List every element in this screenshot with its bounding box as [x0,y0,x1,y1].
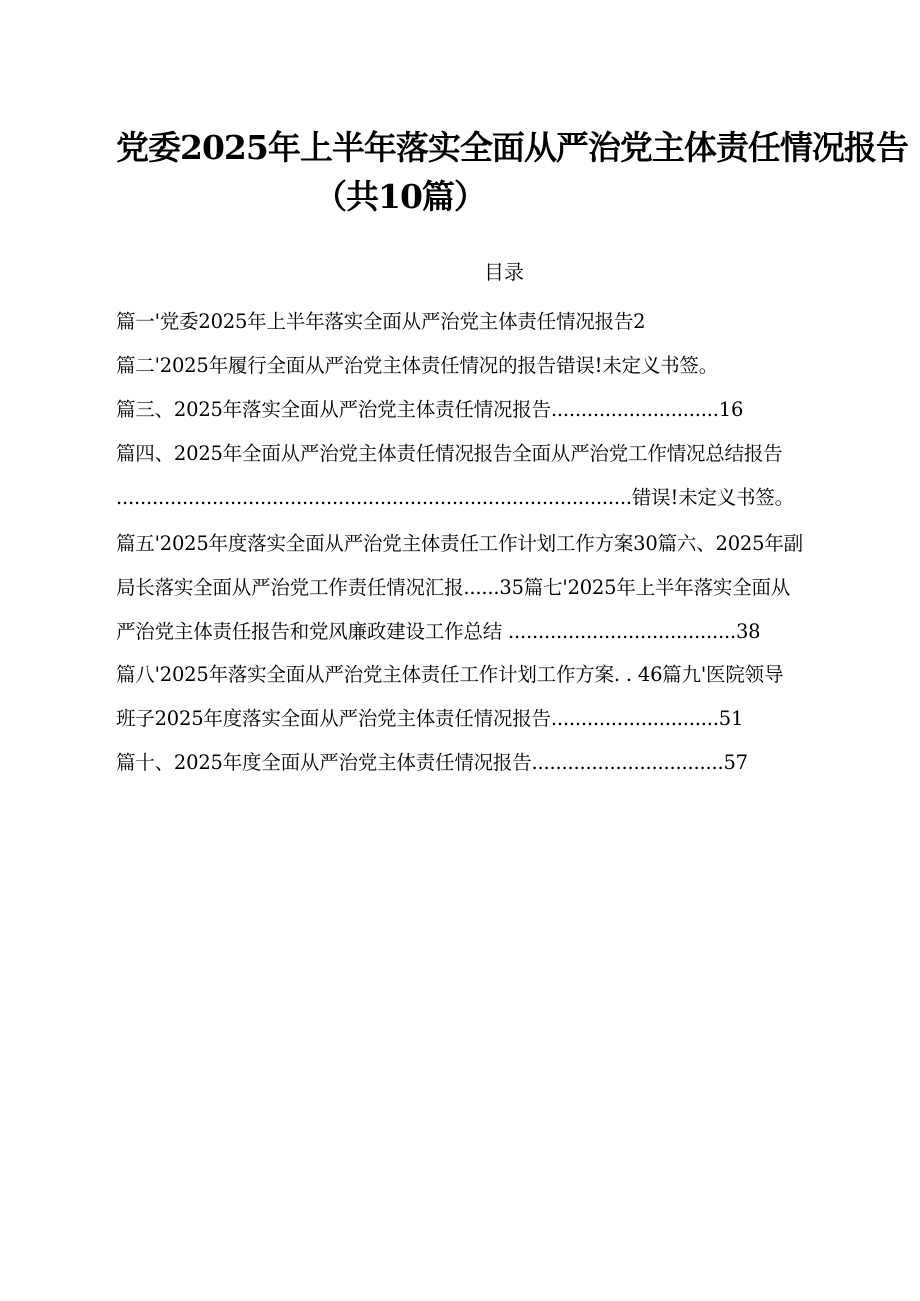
document-title-count: （共10篇） [314,177,486,216]
document-title: 党委2025年上半年落实全面从严治党主体责任情况报告 [116,128,908,167]
toc-line: 篇二'2025年履行全面从严治党主体责任情况的报告错误!未定义书签。 [116,354,719,377]
toc-line: 篇四、2025年全面从严治党主体责任情况报告全面从严治党工作情况总结报告 [116,442,783,465]
toc-heading: 目录 [484,260,524,284]
toc-line: 严治党主体责任报告和党风廉政建设工作总结 ......................................38 [116,620,761,643]
toc-line: 篇五'2025年度落实全面从严治党主体责任工作计划工作方案30篇六、2025年副 [116,532,803,555]
toc-line: 篇三、2025年落实全面从严治党主体责任情况报告............................16 [116,398,744,421]
toc-line: 篇一'党委2025年上半年落实全面从严治党主体责任情况报告2 [116,310,646,333]
toc-line: 局长落实全面从严治党工作责任情况汇报......35篇七'2025年上半年落实全面从 [116,576,791,599]
toc-line: 篇十、2025年度全面从严治党主体责任情况报告................................57 [116,751,748,774]
toc-line: ......................................................................................错误!未定义书签。 [116,486,794,509]
toc-line: 篇八'2025年落实全面从严治党主体责任工作计划工作方案. . 46篇九'医院领导 [116,663,784,686]
toc-line: 班子2025年度落实全面从严治党主体责任情况报告............................51 [116,707,744,730]
